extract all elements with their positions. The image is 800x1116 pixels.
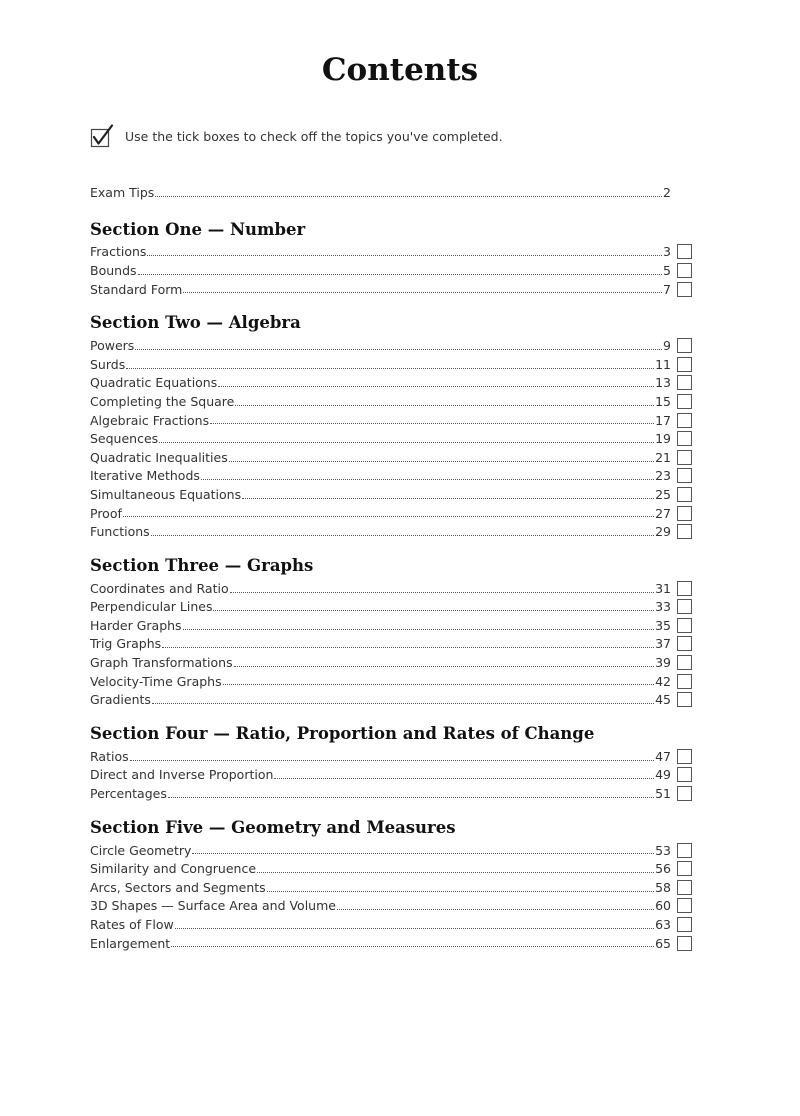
instruction-text: Use the tick boxes to check off the topics you've completed. xyxy=(125,128,503,144)
toc-entry[interactable] xyxy=(90,504,692,523)
dot-leader xyxy=(218,386,654,387)
dot-leader xyxy=(257,872,654,873)
entry-label: 3D Shapes — Surface Area and Volume xyxy=(90,898,336,914)
entry-label: Simultaneous Equations xyxy=(90,486,242,502)
entry-page-number: 33 xyxy=(655,599,671,615)
toc-section xyxy=(90,553,692,709)
entry-page-number: 39 xyxy=(655,655,671,671)
toc-entry[interactable] xyxy=(90,467,692,486)
dot-leader xyxy=(126,368,654,369)
entry-label: Ratios xyxy=(90,748,129,764)
entry-page-number: 21 xyxy=(655,449,671,465)
entry-label: Fractions xyxy=(90,244,147,260)
entry-page-number: 29 xyxy=(655,524,671,540)
entry-label: Surds xyxy=(90,356,126,372)
tick-box[interactable] xyxy=(677,394,692,409)
entry-label: Sequences xyxy=(90,431,159,447)
tick-box[interactable] xyxy=(677,282,692,297)
entry-label: Quadratic Equations xyxy=(90,375,218,391)
toc-entry[interactable] xyxy=(90,598,692,617)
entry-page-number: 19 xyxy=(655,431,671,447)
toc-entry[interactable] xyxy=(90,690,692,709)
entry-label: Proof xyxy=(90,505,122,521)
dot-leader xyxy=(168,797,654,798)
entry-label: Standard Form xyxy=(90,281,183,297)
tick-box[interactable] xyxy=(677,880,692,895)
dot-leader xyxy=(210,423,654,424)
toc-section xyxy=(90,310,692,541)
dot-leader xyxy=(235,405,654,406)
toc-section xyxy=(90,721,692,803)
entry-page-number: 3 xyxy=(663,244,671,260)
section-heading: Section Two — Algebra xyxy=(90,313,301,333)
entry-page-number: 9 xyxy=(663,338,671,354)
dot-leader xyxy=(274,778,654,779)
tick-box[interactable] xyxy=(677,786,692,801)
entry-page-number: 37 xyxy=(655,636,671,652)
dot-leader xyxy=(147,255,662,256)
entry-page-number: 13 xyxy=(655,375,671,391)
toc-entry[interactable] xyxy=(90,261,692,280)
toc-entry[interactable] xyxy=(90,747,692,766)
dot-leader xyxy=(229,461,654,462)
tick-box[interactable] xyxy=(677,338,692,353)
tick-box[interactable] xyxy=(677,618,692,633)
entry-page-number: 17 xyxy=(655,412,671,428)
dot-leader xyxy=(192,853,654,854)
entry-page-number: 23 xyxy=(655,468,671,484)
entry-page-number: 47 xyxy=(655,748,671,764)
dot-leader xyxy=(183,629,655,630)
toc-entry[interactable] xyxy=(90,448,692,467)
toc-entry[interactable] xyxy=(90,243,692,262)
entry-label: Velocity-Time Graphs xyxy=(90,673,222,689)
toc-entry[interactable] xyxy=(90,672,692,691)
tick-box[interactable] xyxy=(677,413,692,428)
tick-box[interactable] xyxy=(677,599,692,614)
entry-label: Direct and Inverse Proportion xyxy=(90,767,274,783)
entry-label: Functions xyxy=(90,524,150,540)
dot-leader xyxy=(267,891,654,892)
tick-box[interactable] xyxy=(677,244,692,259)
tick-box[interactable] xyxy=(677,487,692,502)
section-heading: Section One — Number xyxy=(90,219,306,239)
tick-box[interactable] xyxy=(677,263,692,278)
tick-box[interactable] xyxy=(677,655,692,670)
toc-entry[interactable] xyxy=(90,579,692,598)
toc-entry[interactable] xyxy=(90,784,692,803)
section-heading: Section Three — Graphs xyxy=(90,555,314,575)
entry-label: Algebraic Fractions xyxy=(90,412,210,428)
entry-page-number: 2 xyxy=(663,184,671,200)
dot-leader xyxy=(234,666,654,667)
toc-entry[interactable] xyxy=(90,934,692,953)
entry-page-number: 63 xyxy=(655,917,671,933)
toc-entry[interactable] xyxy=(90,411,692,430)
entry-label: Powers xyxy=(90,338,135,354)
dot-leader xyxy=(135,349,662,350)
checked-box-icon xyxy=(90,124,114,148)
dot-leader xyxy=(242,498,654,499)
dot-leader xyxy=(138,274,663,275)
entry-page-number: 51 xyxy=(655,786,671,802)
toc-entry[interactable] xyxy=(90,485,692,504)
toc-entry[interactable] xyxy=(90,522,692,541)
toc-entry[interactable] xyxy=(90,653,692,672)
dot-leader xyxy=(223,684,654,685)
entry-page-number: 7 xyxy=(663,281,671,297)
dot-leader xyxy=(171,946,654,947)
entry-label: Circle Geometry xyxy=(90,842,192,858)
dot-leader xyxy=(175,928,654,929)
entry-label: Trig Graphs xyxy=(90,636,162,652)
dot-leader xyxy=(123,516,654,517)
tick-box[interactable] xyxy=(677,431,692,446)
dot-leader xyxy=(159,442,654,443)
dot-leader xyxy=(155,196,662,197)
toc-entry[interactable] xyxy=(90,766,692,785)
spacer xyxy=(677,185,692,200)
entry-page-number: 11 xyxy=(655,356,671,372)
tick-box[interactable] xyxy=(677,898,692,913)
entry-page-number: 49 xyxy=(655,767,671,783)
tick-box[interactable] xyxy=(677,917,692,932)
entry-page-number: 15 xyxy=(655,393,671,409)
tick-box[interactable] xyxy=(677,861,692,876)
dot-leader xyxy=(130,760,654,761)
entry-label: Quadratic Inequalities xyxy=(90,449,228,465)
toc-entry[interactable] xyxy=(90,374,692,393)
toc-entry[interactable] xyxy=(90,897,692,916)
section-heading: Section Five — Geometry and Measures xyxy=(90,817,456,837)
entry-page-number: 45 xyxy=(655,692,671,708)
dot-leader xyxy=(213,610,654,611)
toc-section xyxy=(90,217,692,299)
toc-entry[interactable] xyxy=(90,859,692,878)
toc-entry[interactable] xyxy=(90,616,692,635)
entry-label: Exam Tips xyxy=(90,184,155,200)
dot-leader xyxy=(151,535,654,536)
entry-page-number: 42 xyxy=(655,673,671,689)
tick-box[interactable] xyxy=(677,357,692,372)
entry-page-number: 56 xyxy=(655,861,671,877)
dot-leader xyxy=(162,647,654,648)
entry-label: Enlargement xyxy=(90,935,171,951)
entry-page-number: 53 xyxy=(655,842,671,858)
tick-box[interactable] xyxy=(677,767,692,782)
tick-box[interactable] xyxy=(677,450,692,465)
toc-entry[interactable] xyxy=(90,336,692,355)
dot-leader xyxy=(183,292,662,293)
entry-label: Gradients xyxy=(90,692,151,708)
tick-box[interactable] xyxy=(677,524,692,539)
entry-label: Arcs, Sectors and Segments xyxy=(90,879,266,895)
entry-label: Graph Transformations xyxy=(90,655,233,671)
entry-label: Iterative Methods xyxy=(90,468,200,484)
section-heading: Section Four — Ratio, Proportion and Rates of Change xyxy=(90,724,595,744)
entry-label: Rates of Flow xyxy=(90,917,174,933)
toc-entry[interactable] xyxy=(90,915,692,934)
toc-entry[interactable] xyxy=(90,392,692,411)
tick-box[interactable] xyxy=(677,581,692,596)
entry-page-number: 65 xyxy=(655,935,671,951)
dot-leader xyxy=(201,479,654,480)
tick-box[interactable] xyxy=(677,749,692,764)
entry-page-number: 58 xyxy=(655,879,671,895)
tick-box[interactable] xyxy=(677,843,692,858)
toc-entry-exam-tips[interactable] xyxy=(90,183,692,202)
tick-box[interactable] xyxy=(677,506,692,521)
entry-page-number: 60 xyxy=(655,898,671,914)
dot-leader xyxy=(230,592,655,593)
toc-entry[interactable] xyxy=(90,878,692,897)
entry-label: Harder Graphs xyxy=(90,617,182,633)
toc-entry[interactable] xyxy=(90,841,692,860)
entry-page-number: 31 xyxy=(655,580,671,596)
entry-label: Bounds xyxy=(90,262,137,278)
toc-entry[interactable] xyxy=(90,429,692,448)
toc-section xyxy=(90,815,692,953)
tick-box[interactable] xyxy=(677,468,692,483)
entry-label: Perpendicular Lines xyxy=(90,599,213,615)
tick-box[interactable] xyxy=(677,375,692,390)
entry-page-number: 27 xyxy=(655,505,671,521)
entry-label: Similarity and Congruence xyxy=(90,861,257,877)
entry-page-number: 25 xyxy=(655,486,671,502)
dot-leader xyxy=(337,909,654,910)
tick-box[interactable] xyxy=(677,674,692,689)
toc-entry[interactable] xyxy=(90,635,692,654)
page-title: Contents xyxy=(321,52,479,88)
tick-box[interactable] xyxy=(677,636,692,651)
toc-entry[interactable] xyxy=(90,355,692,374)
entry-label: Coordinates and Ratio xyxy=(90,580,229,596)
tick-box[interactable] xyxy=(677,936,692,951)
entry-page-number: 5 xyxy=(663,262,671,278)
dot-leader xyxy=(152,703,654,704)
tick-box[interactable] xyxy=(677,692,692,707)
entry-page-number: 35 xyxy=(655,617,671,633)
tick-instruction xyxy=(90,124,503,148)
entry-label: Percentages xyxy=(90,786,167,802)
entry-label: Completing the Square xyxy=(90,393,235,409)
toc-entry[interactable] xyxy=(90,280,692,299)
contents-list xyxy=(90,183,692,952)
